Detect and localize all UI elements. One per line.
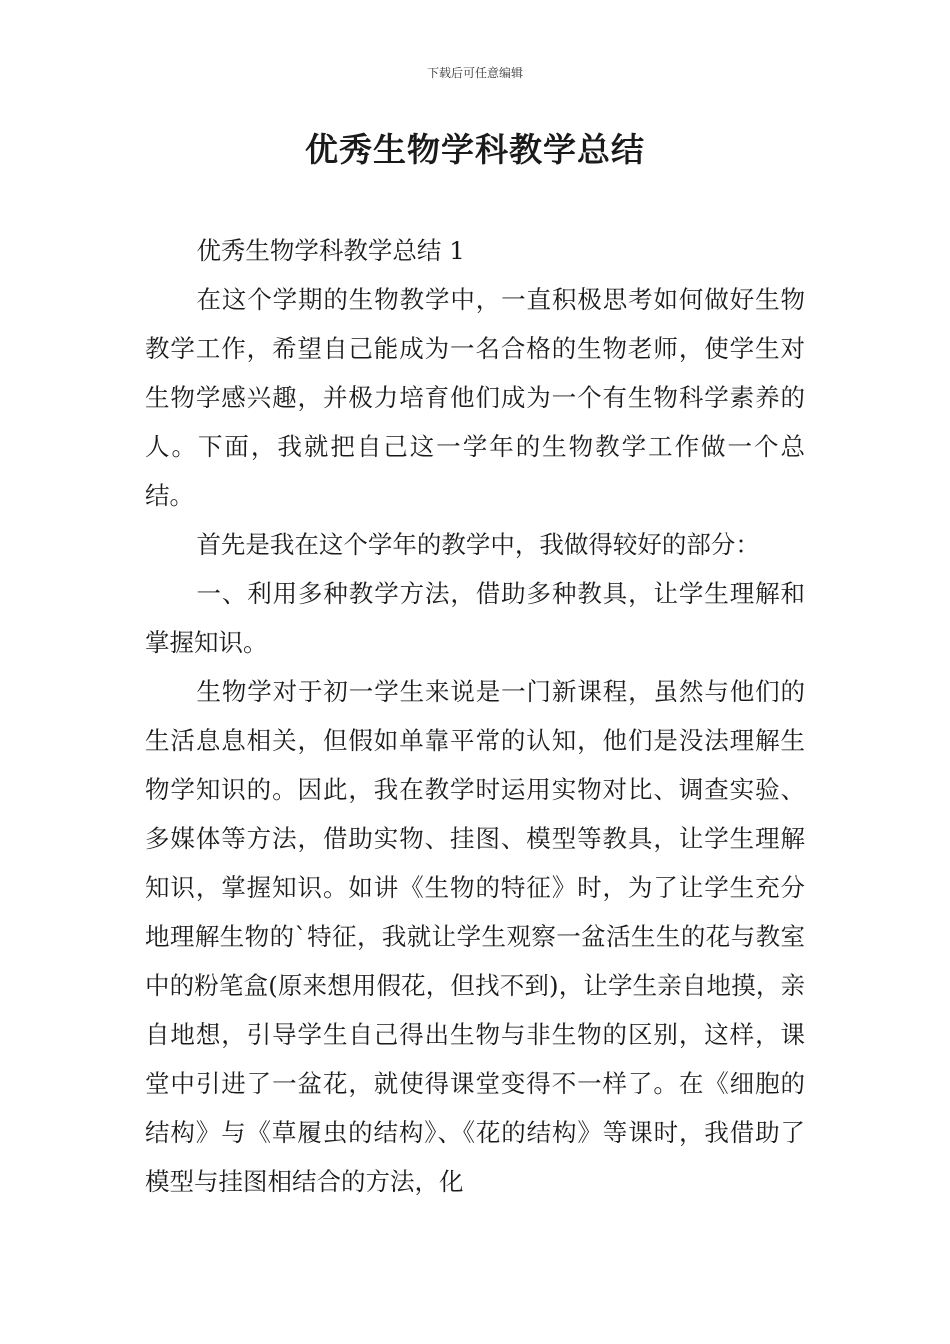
- document-title: 优秀生物学科教学总结: [305, 130, 645, 169]
- section-heading: 优秀生物学科教学总结 1: [196, 236, 465, 265]
- paragraph: 生物学对于初一学生来说是一门新课程，虽然与他们的生活息息相关，但假如单靠平常的认知，他们是没法理解生物学知识的。因此，我在教学时运用实物对比、调查实验、多媒体等方法，借助实物、挂图、模型等教具，让学生理解知识，掌握知识。如讲《生物的特征》时，为了让学生充分地理解生物的`特征，我就让学生观察一盆活生生的花与教室中的粉笔盒(原来想用假花，但找不到)，让学生亲自地摸，亲自地想，引导学生自己得出生物与非生物的区别，这样，课堂中引进了一盆花，就使得课堂变得不一样了。在《细胞的结构》与《草履虫的结构》、《花的结构》等课时，我借助了模型与挂图相结合的方法，化: [145, 677, 805, 1196]
- paragraph: 首先是我在这个学年的教学中，我做得较好的部分：: [196, 530, 760, 559]
- paragraph: 在这个学期的生物教学中，一直积极思考如何做好生物教学工作，希望自己能成为一名合格的生物老师，使学生对生物学感兴趣，并极力培育他们成为一个有生物科学素养的人。下面，我就把自己这一学年的生物教学工作做一个总结。: [145, 285, 805, 510]
- paragraph: 一、利用多种教学方法，借助多种教具，让学生理解和掌握知识。: [145, 579, 805, 657]
- document-body: [145, 226, 805, 1206]
- header-note: 下载后可任意编辑: [426, 66, 523, 80]
